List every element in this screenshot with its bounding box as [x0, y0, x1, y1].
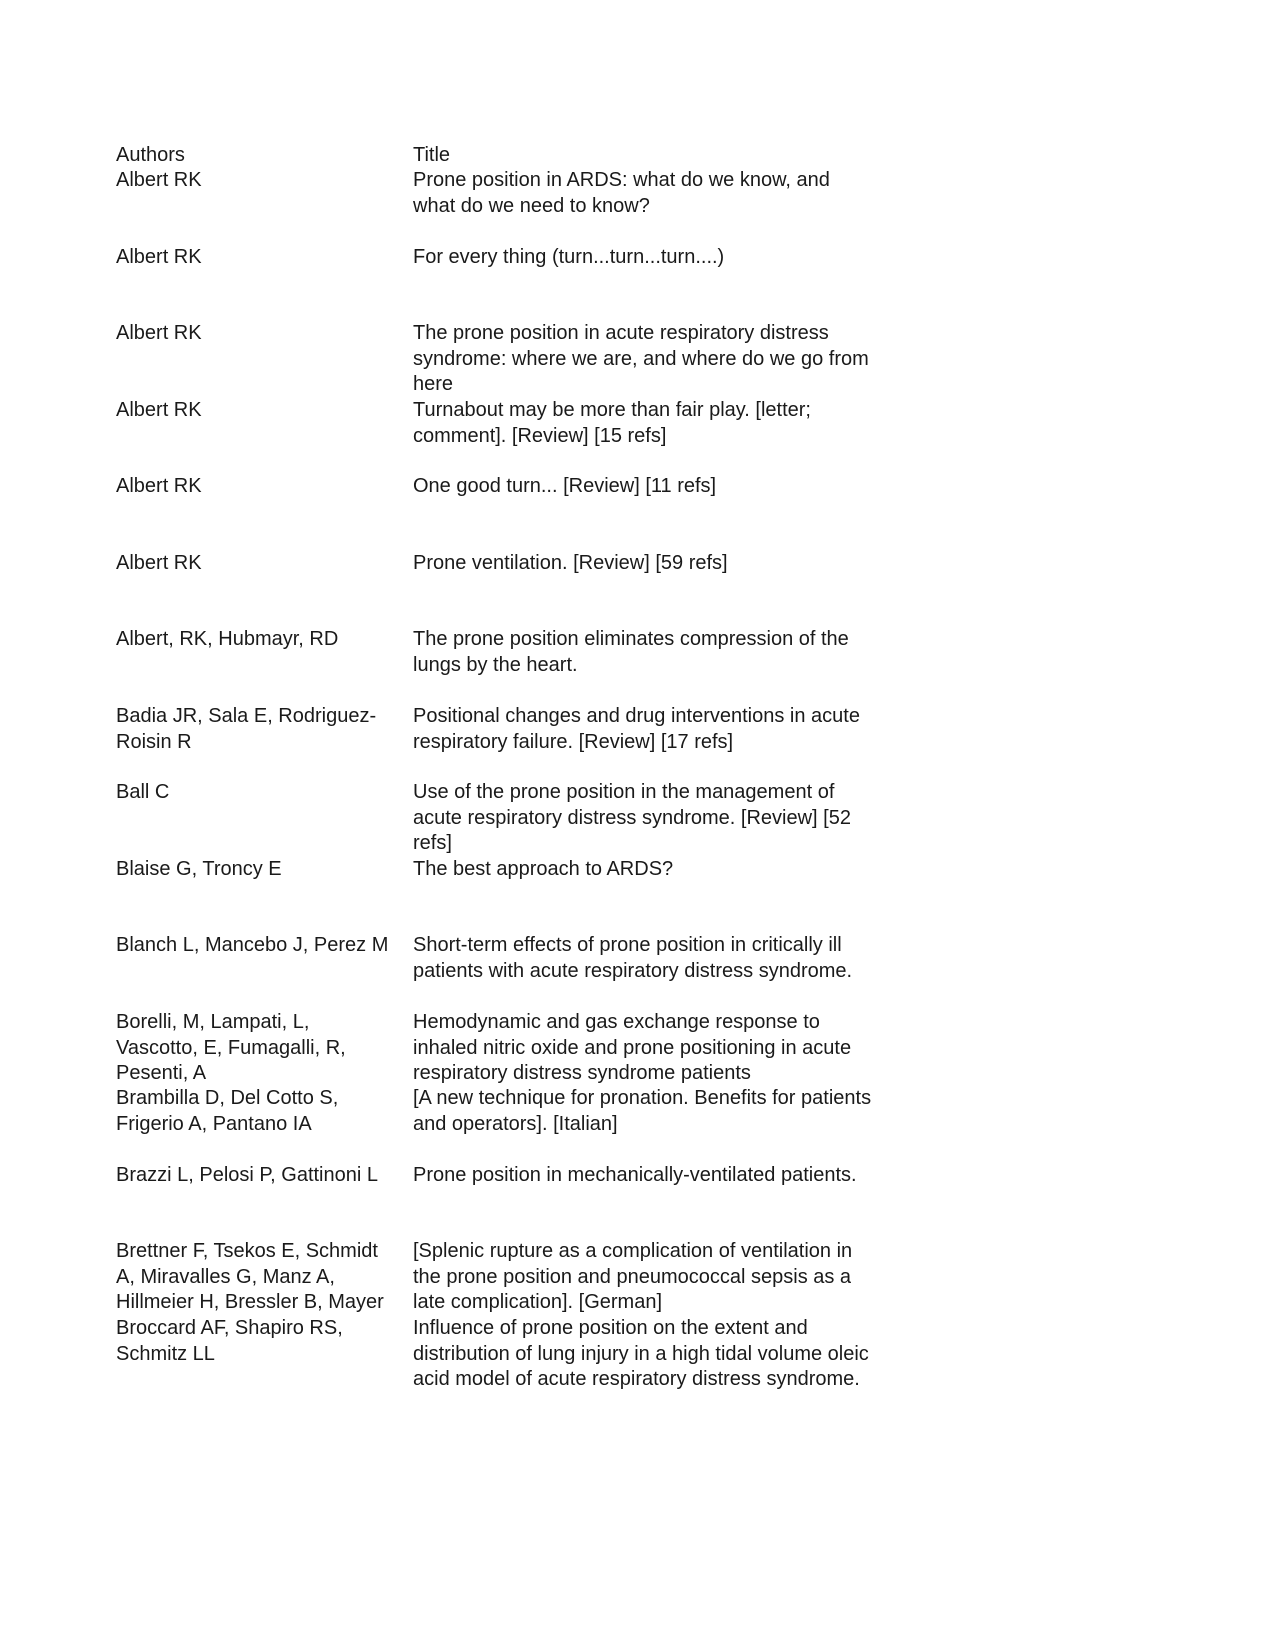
- title-cell: Prone position in mechanically-ventilated patients.: [413, 1164, 857, 1186]
- title-cell: [A new technique for pronation. Benefits for patients and operators]. [Italian]: [413, 1087, 872, 1135]
- title-cell: Prone position in ARDS: what do we know, and what do we need to know?: [413, 169, 830, 217]
- authors-cell: Blanch L, Mancebo J, Perez M: [116, 934, 389, 956]
- authors-cell: Brambilla D, Del Cotto S, Frigerio A, Pantano IA: [116, 1087, 339, 1135]
- authors-cell: Albert RK: [116, 552, 202, 574]
- title-cell: Short-term effects of prone position in critically ill patients with acute respiratory distress syndrome.: [413, 934, 853, 982]
- authors-cell: Blaise G, Troncy E: [116, 858, 282, 880]
- title-cell: Influence of prone position on the extent and distribution of lung injury in a high tidal volume oleic acid model of acute respiratory distress syndrome.: [413, 1317, 869, 1390]
- authors-cell: Albert RK: [116, 322, 202, 344]
- authors-cell: Albert RK: [116, 475, 202, 497]
- title-cell: Positional changes and drug interventions in acute respiratory failure. [Review] [17 refs]: [413, 705, 860, 753]
- title-cell: The prone position eliminates compression of the lungs by the heart.: [413, 628, 849, 676]
- authors-cell: Badia JR, Sala E, Rodriguez- Roisin R: [116, 705, 377, 753]
- authors-cell: Brazzi L, Pelosi P, Gattinoni L: [116, 1164, 378, 1186]
- authors-cell: Ball C: [116, 781, 170, 803]
- title-column-header: Title: [413, 144, 451, 166]
- title-cell: The prone position in acute respiratory distress syndrome: where we are, and where do we go from here: [413, 322, 869, 395]
- title-cell: Hemodynamic and gas exchange response to inhaled nitric oxide and prone positioning in acute respiratory distress syndrome patients: [413, 1011, 852, 1084]
- authors-cell: Albert, RK, Hubmayr, RD: [116, 628, 339, 650]
- title-cell: [Splenic rupture as a complication of ventilation in the prone position and pneumococcal sepsis as a late complication]. [German]: [413, 1240, 853, 1313]
- title-cell: One good turn... [Review] [11 refs]: [413, 475, 717, 497]
- authors-cell: Albert RK: [116, 246, 202, 268]
- title-cell: Turnabout may be more than fair play. [letter; comment]. [Review] [15 refs]: [413, 399, 811, 447]
- authors-cell: Broccard AF, Shapiro RS, Schmitz LL: [116, 1317, 343, 1365]
- title-cell: Prone ventilation. [Review] [59 refs]: [413, 552, 728, 574]
- title-cell: Use of the prone position in the management of acute respiratory distress syndrome. [Review] [52 refs]: [413, 781, 851, 854]
- authors-column-header: Authors: [116, 144, 185, 166]
- authors-cell: Borelli, M, Lampati, L, Vascotto, E, Fumagalli, R, Pesenti, A: [116, 1011, 346, 1084]
- title-cell: The best approach to ARDS?: [413, 858, 674, 880]
- title-cell: For every thing (turn...turn...turn....): [413, 246, 725, 268]
- authors-cell: Brettner F, Tsekos E, Schmidt A, Miravalles G, Manz A, Hillmeier H, Bressler B, Mayer: [116, 1240, 384, 1313]
- authors-cell: Albert RK: [116, 399, 202, 421]
- authors-cell: Albert RK: [116, 169, 202, 191]
